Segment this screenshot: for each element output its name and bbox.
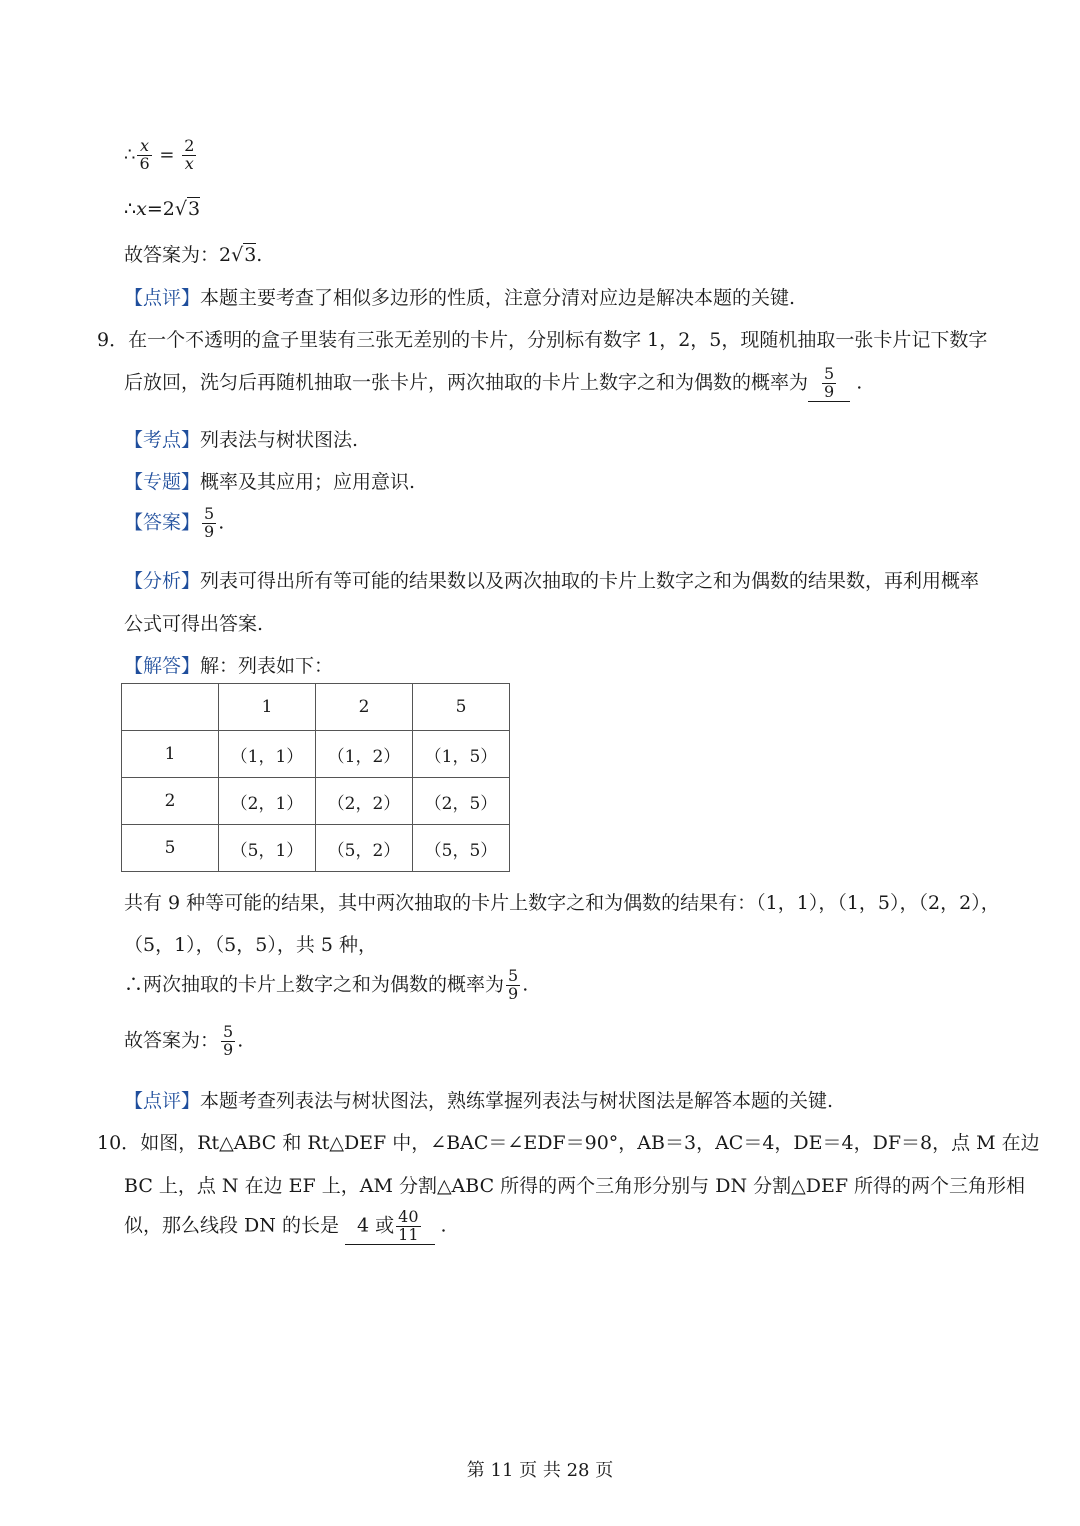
table-cell bbox=[122, 684, 219, 731]
q9-daan: 【答案】 $\frac{5}{9}$ . bbox=[124, 504, 225, 541]
q9-probability-line: ∴两次抽取的卡片上数字之和为偶数的概率为 $\frac{5}{9}$ . bbox=[124, 966, 529, 1003]
q9-fenxi-line2: 公式可得出答案. bbox=[124, 613, 264, 635]
q9-fenxi: 【分析】列表可得出所有等可能的结果数以及两次抽取的卡片上数字之和为偶数的结果数，再利用概率 bbox=[124, 570, 980, 592]
table-cell: （1，1） bbox=[219, 731, 316, 778]
q9-comment: 【点评】本题考查列表法与树状图法，熟练掌握列表法与树状图法是解答本题的关键. bbox=[124, 1090, 834, 1112]
q9-line2: 后放回，洗匀后再随机抽取一张卡片，两次抽取的卡片上数字之和为偶数的概率为 $\frac{5}{9}$ . bbox=[124, 364, 863, 401]
page-footer: 第 11 页 共 28 页 bbox=[466, 1460, 614, 1481]
q9-kaodian: 【考点】列表法与树状图法. bbox=[124, 429, 359, 451]
q8-comment: 【点评】本题主要考查了相似多边形的性质，注意分清对应边是解决本题的关键. bbox=[124, 287, 796, 309]
comment-tag: 【点评】 bbox=[124, 287, 201, 309]
table-cell: （5，5） bbox=[413, 825, 510, 872]
q9-zhuanti: 【专题】概率及其应用；应用意识. bbox=[124, 471, 416, 493]
table-cell: 1 bbox=[122, 731, 219, 778]
q9-answer-fraction: $\frac{5}{9}$ bbox=[824, 364, 835, 401]
q9-final-answer: 故答案为： $\frac{5}{9}$ . bbox=[124, 1022, 244, 1059]
table-cell: 1 bbox=[219, 684, 316, 731]
q10-line3: 似，那么线段 DN 的长是 4 或 $\frac{40}{11}$ . bbox=[124, 1207, 447, 1244]
q9-number: 9． bbox=[97, 329, 129, 351]
table-cell: （2，2） bbox=[316, 778, 413, 825]
outcome-table bbox=[121, 683, 510, 872]
table-cell: 5 bbox=[413, 684, 510, 731]
q10-line1: 10．如图，Rt△ABC 和 Rt△DEF 中，∠BAC＝∠EDF＝90°，AB＝3，AC＝4，DE＝4，DF＝8，点 M 在边 bbox=[97, 1132, 1040, 1154]
table-cell: （5，1） bbox=[219, 825, 316, 872]
q9-final-fraction: $\frac{5}{9}$ bbox=[223, 1022, 234, 1059]
table-header-row bbox=[122, 684, 510, 731]
table-cell: （1，2） bbox=[316, 731, 413, 778]
table-cell: 2 bbox=[122, 778, 219, 825]
table-row bbox=[122, 778, 510, 825]
table-row bbox=[122, 731, 510, 778]
fraction-x-over-6: $\frac{x}{6}$ bbox=[139, 136, 150, 173]
table-cell: 2 bbox=[316, 684, 413, 731]
q8-answer-line: 故答案为：2√3. bbox=[124, 244, 263, 266]
q10-number: 10． bbox=[97, 1132, 141, 1154]
table-cell: （5，2） bbox=[316, 825, 413, 872]
equation-x-value: ∴x=2√3 bbox=[124, 198, 201, 220]
q10-answer-fraction: $\frac{40}{11}$ bbox=[398, 1207, 419, 1244]
q9-daan-fraction: $\frac{5}{9}$ bbox=[204, 504, 215, 541]
q9-result-line1: 共有 9 种等可能的结果，其中两次抽取的卡片上数字之和为偶数的结果有：（1，1），（1，5），（2，2）， bbox=[124, 892, 1000, 914]
q9-jieda: 【解答】解：列表如下： bbox=[124, 655, 334, 677]
q9-result-line2: （5，1），（5，5），共 5 种， bbox=[124, 934, 378, 956]
q9-line1: 9．在一个不透明的盒子里装有三张无差别的卡片，分别标有数字 1，2，5，现随机抽取一张卡片记下数字 bbox=[97, 329, 988, 351]
table-row bbox=[122, 825, 510, 872]
table-cell: 5 bbox=[122, 825, 219, 872]
equation-ratio: ∴ $\frac{x}{6}$ = $\frac{2}{x}$ bbox=[124, 136, 195, 173]
q10-line2: BC 上，点 N 在边 EF 上，AM 分割△ABC 所得的两个三角形分别与 DN 分割△DEF 所得的两个三角形相 bbox=[124, 1175, 1026, 1197]
table-cell: （1，5） bbox=[413, 731, 510, 778]
fraction-2-over-x: $\frac{2}{x}$ bbox=[184, 136, 195, 173]
table-cell: （2，5） bbox=[413, 778, 510, 825]
table-cell: （2，1） bbox=[219, 778, 316, 825]
q9-prob-fraction: $\frac{5}{9}$ bbox=[508, 966, 519, 1003]
